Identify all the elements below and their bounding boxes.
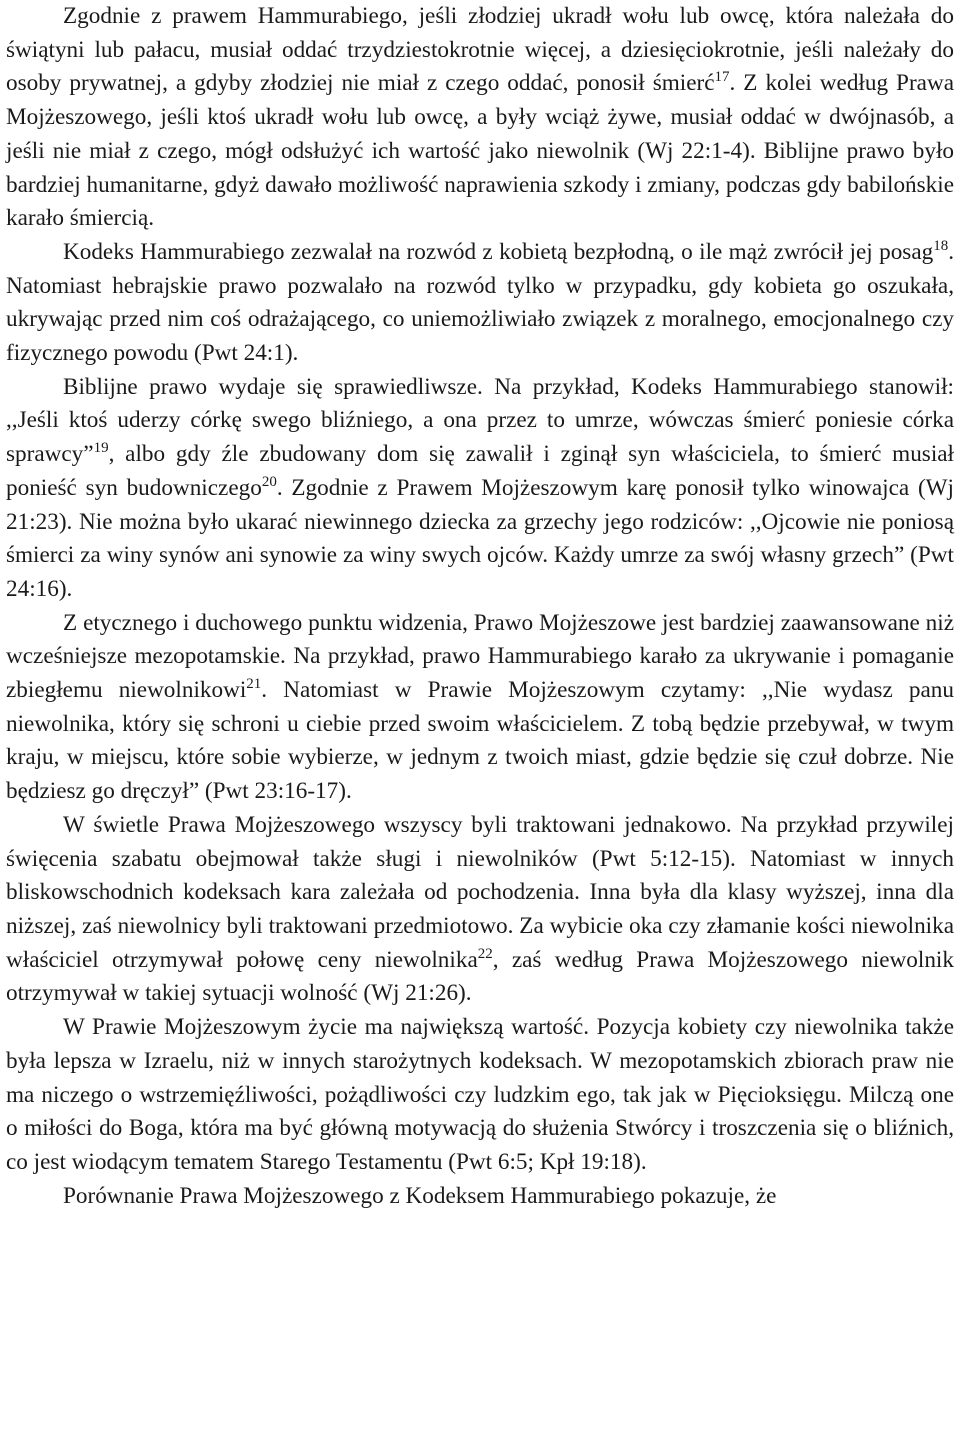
footnote-marker: 20	[261, 473, 277, 490]
paragraph-justice	[6, 371, 954, 607]
footnote-marker: 21	[246, 676, 262, 693]
paragraph-text: . Z kolei według Prawa Mojżeszowego, jeśli ktoś ukradł wołu lub owcę, a były wciąż żywe, musiał oddać w dwójnasób, a jeśli nie miał z czego, mógł odsłużyć ich wartość jako niewolnik (Wj 22:1-4). Biblijne prawo było bardziej humanitarne, gdyż dawało możliwość naprawienia szkody i zmiany, podczas gdy babilońskie karało śmiercią.	[6, 70, 954, 232]
footnote-marker: 18	[933, 237, 949, 254]
paragraph-equality	[6, 809, 954, 1011]
paragraph-text: . Natomiast w Prawie Mojżeszowym czytamy: ,,Nie wydasz panu niewolnika, który się schroni u ciebie przed swoim właścicielem. Z tobą będzie przebywał, w twym kraju, w miejscu, które sobie wybierze, w jednym z twoich miast, gdzie będzie się czuł dobrze. Nie będziesz go dręczył” (Pwt 23:16-17).	[6, 677, 954, 805]
paragraph-text: , albo gdy źle zbudowany dom się zawalił i zginął syn właściciela, to śmierć musiał ponieść syn budowniczego	[6, 441, 954, 501]
paragraph-text: W świetle Prawa Mojżeszowego wszyscy byli traktowani jednakowo. Na przykład przywilej święcenia szabatu obejmował także sługi i niewolników (Pwt 5:12-15). Natomiast w innych bliskowschodnich kodeksach kara zależała od pochodzenia. Inna była dla klasy wyższej, inna dla niższej, zaś niewolnicy byli traktowani przedmiotowo. Za wybicie oka czy złamanie kości niewolnika właściciel otrzymywał połowę ceny niewolnika	[6, 811, 954, 973]
paragraph-text: . Zgodnie z Prawem Mojżeszowym karę ponosił tylko winowajca (Wj 21:23). Nie można było ukarać niewinnego dziecka za grzechy jego rodziców: ,,Ojcowie nie poniosą śmierci za winy synów ani synowie za winy swych ojców. Każdy umrze za swój własny grzech” (Pwt 24:16).	[6, 474, 954, 602]
paragraph-text: Porównanie Prawa Mojżeszowego z Kodeksem Hammurabiego pokazuje, że	[63, 1182, 777, 1209]
footnote-marker: 17	[714, 69, 730, 86]
paragraph-ethics	[6, 607, 954, 809]
paragraph-theft-law	[6, 0, 954, 236]
footnote-marker: 19	[93, 440, 109, 457]
footnote-marker: 22	[477, 945, 493, 962]
paragraph-text: Zgodnie z prawem Hammurabiego, jeśli złodziej ukradł wołu lub owcę, która należała do świątyni lub pałacu, musiał oddać trzydziestokrotnie więcej, a dziesięciokrotnie, jeśli należały do osoby prywatnej, a gdyby złodziej nie miał z czego oddać, ponosił śmierć	[6, 3, 954, 97]
paragraph-value-of-life	[6, 1011, 954, 1180]
paragraph-divorce-law	[6, 236, 954, 371]
paragraph-comparison	[6, 1180, 954, 1214]
paragraph-text: , zaś według Prawa Mojżeszowego niewolnik otrzymywał w takiej sytuacji wolność (Wj 21:26).	[6, 946, 954, 1007]
paragraph-text: Biblijne prawo wydaje się sprawiedliwsze. Na przykład, Kodeks Hammurabiego stanowił: ,,Jeśli ktoś uderzy córkę swego bliźniego, a ona przez to umrze, wówczas śmierć poniesie córka sprawcy”	[6, 373, 954, 468]
paragraph-text: Z etycznego i duchowego punktu widzenia, Prawo Mojżeszowe jest bardziej zaawansowane niż wcześniejsze mezopotamskie. Na przykład, prawo Hammurabiego karało za ukrywanie i pomaganie zbiegłemu niewolnikowi	[6, 609, 954, 704]
paragraph-text: Kodeks Hammurabiego zezwalał na rozwód z kobietą bezpłodną, o ile mąż zwrócił jej posag	[63, 238, 934, 265]
paragraph-text: W Prawie Mojżeszowym życie ma największą wartość. Pozycja kobiety czy niewolnika także była lepsza w Izraelu, niż w innych starożytnych kodeksach. W mezopotamskich zbiorach praw nie ma niczego o wstrzemięźliwości, pożądliwości czy ludzkim ego, tak jak w Pięcioksięgu. Milczą one o miłości do Boga, która ma być główną motywacją do służenia Stwórcy i troszczenia się o bliźnich, co jest wiodącym tematem Starego Testamentu (Pwt 6:5; Kpł 19:18).	[6, 1014, 954, 1175]
paragraph-text: . Natomiast hebrajskie prawo pozwalało na rozwód tylko w przypadku, gdy kobieta go oszukała, ukrywając przed nim coś odrażającego, co uniemożliwiało związek z moralnego, emocjonalnego czy fizycznego powodu (Pwt 24:1).	[6, 238, 954, 367]
